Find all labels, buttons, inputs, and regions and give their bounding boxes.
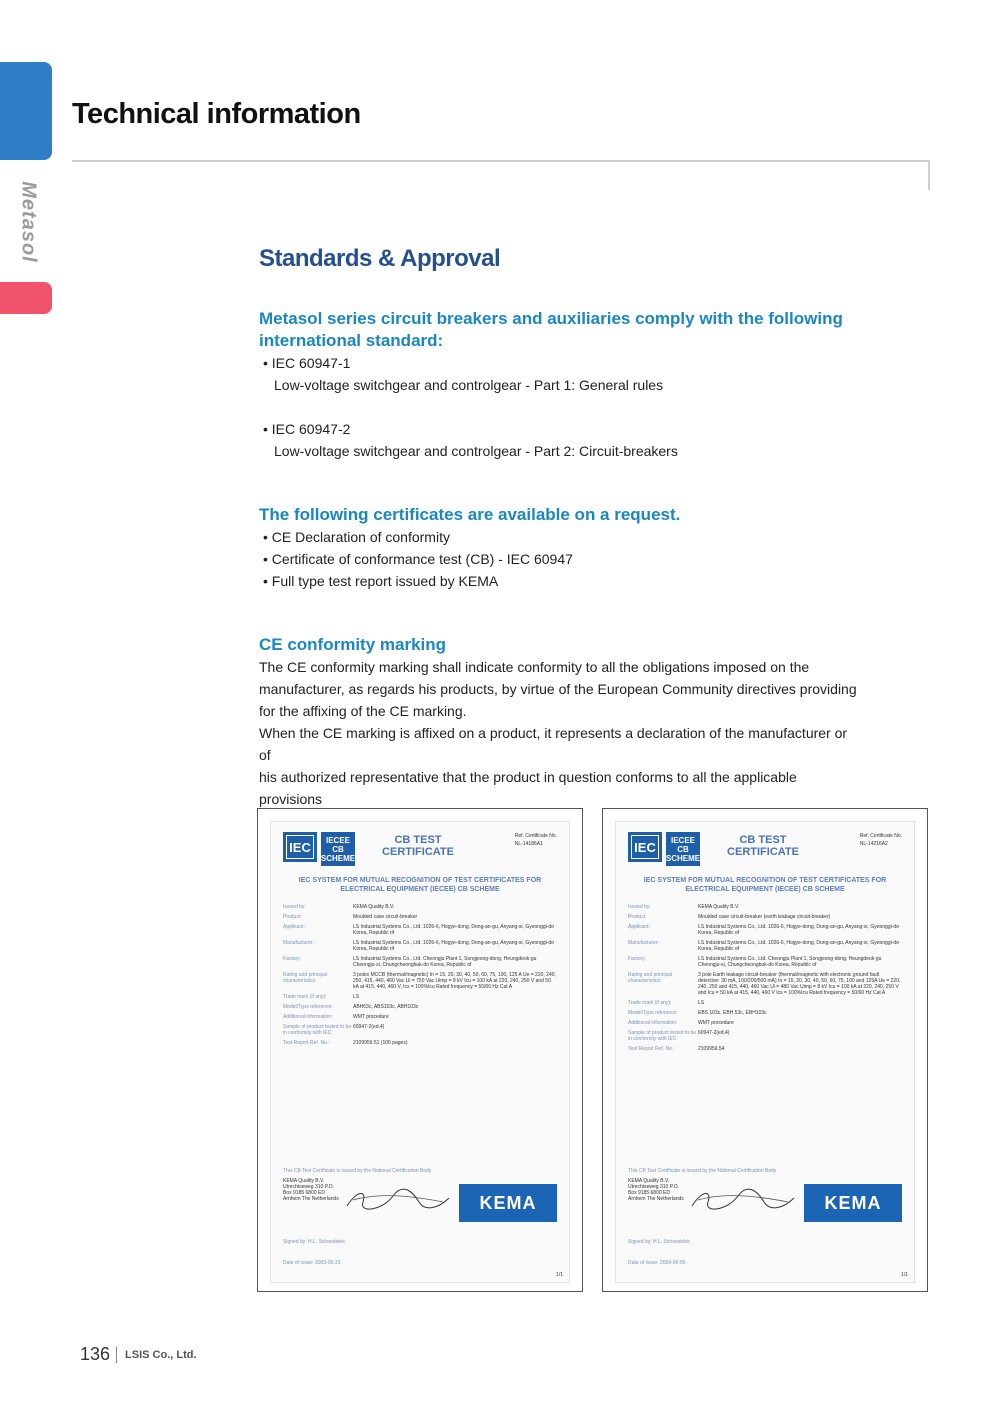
issuer-address: KEMA Quality B.V. Utrechtseweg 310 P.O. Box 9185 6800 ED Arnhem The Netherlands (283, 1178, 339, 1202)
ce-line: The CE conformity marking shall indicate conformity to all the obligations imposed on the (259, 659, 810, 675)
company-name: LSIS Co., Ltd. (125, 1348, 197, 1361)
row-value: LS (698, 1000, 705, 1006)
row-label: Applicant: (283, 924, 305, 930)
certificate-row (628, 1020, 902, 1026)
row-label: Additional information: (283, 1014, 333, 1020)
certificate-row (628, 1046, 902, 1052)
certificate-ref-number: NL-14216A2 (859, 841, 888, 847)
ce-line: When the CE marking is affixed on a product, it represents a declaration of the manufacturer or of (259, 725, 848, 763)
certificate-row (628, 1000, 902, 1006)
section-title: Standards & Approval (259, 245, 501, 272)
row-value: KEMA Quality B.V. (353, 904, 395, 910)
certificate-page: 1/1 (556, 1272, 563, 1278)
kema-logo: KEMA (804, 1184, 902, 1222)
row-value: EBS 103c, EBH 53c, EBH103c (698, 1010, 767, 1016)
row-label: Test Report Ref. No.: (628, 1046, 675, 1052)
row-label: Issued by: (628, 904, 651, 910)
standard-item (259, 352, 859, 396)
row-label: Rating and principal characteristics: (628, 972, 673, 984)
kema-logo: KEMA (459, 1184, 557, 1222)
row-value: KEMA Quality B.V. (698, 904, 740, 910)
row-value: Moulded case circuit-breaker (353, 914, 418, 920)
standard-description: Low-voltage switchgear and controlgear - Part 2: Circuit-breakers (274, 443, 678, 459)
row-label: Test Report Ref. No.: (283, 1040, 330, 1046)
row-value: LS (353, 994, 360, 1000)
certificate-row (283, 972, 557, 990)
issued-note: This CB Test Certificate is issued by the National Certification Body (628, 1168, 777, 1174)
row-value: 3 pole Earth leakage circuit-breaker (thermal/magnetic with electronic ground fault detection: 30 mA, 100/200/500 mA) In = 15, 20, 30, 40, 50, 60, 75, 100 and 125A Ue = 220, 240, 250 and 415, 440, 460 Vac Ui = 480 Vac Uimp = 8 kV Icu = 100 kA at 220, 240, 250 V and Icu = 50 kA at 415, 440, 460 V Ics = 100%Icu Rated frequency = 50/60 Hz Cat A (698, 972, 901, 996)
row-label: Trade mark (if any): (628, 1000, 672, 1006)
row-label: Model/Type reference: (283, 1004, 333, 1010)
certificate-row (283, 1024, 557, 1036)
certificate-row (283, 994, 557, 1000)
certificate-page: 1/1 (901, 1272, 908, 1278)
row-value: LS Industrial Systems Co., Ltd. Cheongju Plant 1, Songjeong-dong, Heungdeok-gu Cheongju-si, Chungcheongbuk-do Korea, Republic of (353, 956, 537, 968)
certificate-header (628, 832, 902, 866)
certificate-row (283, 914, 557, 920)
header-divider (72, 160, 930, 162)
certificate-row (628, 1010, 902, 1016)
certificate-row (628, 904, 902, 910)
row-label: Sample of product tested to be in conformity with IEC: (628, 1030, 697, 1042)
row-label: Issued by: (283, 904, 306, 910)
certificate-row (283, 1014, 557, 1020)
certificate-row (283, 1004, 557, 1010)
row-label: Product: (283, 914, 302, 920)
row-value: WMT procedure (698, 1020, 734, 1026)
row-value: 60947-2(ed.4) (353, 1024, 385, 1030)
certificate-date: Date of issue: 2009-05-21 (283, 1260, 341, 1266)
row-label: Additional information: (628, 1020, 678, 1026)
iec-logo: IEC (283, 832, 317, 862)
standards-heading-line: international standard: (259, 331, 444, 350)
row-value: ABH63c, ABS103c, ABH103c (353, 1004, 419, 1010)
row-value: 2109959.54 (698, 1046, 725, 1052)
certificate-scheme: IEC SYSTEM FOR MUTUAL RECOGNITION OF TEST CERTIFICATES FOR ELECTRICAL EQUIPMENT (IECEE) CB SCHEME (298, 877, 542, 893)
row-label: Trade mark (if any): (283, 994, 327, 1000)
ce-heading: CE conformity marking (259, 635, 447, 654)
certificate-paper (270, 821, 570, 1283)
certificate-header (283, 832, 557, 866)
iecee-logo: IECEE CB SCHEME (666, 832, 700, 866)
certificate-rows (283, 904, 557, 1046)
certificates-heading: The following certificates are available on a request. (259, 505, 681, 524)
certificate-signed: Signed by: H.L. Scheedstek (283, 1239, 345, 1245)
issued-note: This CB Test Certificate is issued by the National Certification Body (283, 1168, 432, 1174)
main-content (259, 245, 859, 832)
standard-item (259, 418, 859, 462)
certificate-item: • Certificate of conformance test (CB) - IEC 60947 (263, 551, 573, 567)
certificate-title: CB TEST CERTIFICATE (382, 834, 454, 858)
certificates-block (259, 504, 859, 592)
certificate-footer (283, 1168, 557, 1268)
signature-icon (343, 1188, 453, 1212)
row-value: LS Industrial Systems Co., Ltd. 1026-6, Hogye-dong, Dong-an-gu, Anyang-si, Gyeonggi-do Korea, Republic of (698, 940, 899, 952)
issuer-address: KEMA Quality B.V. Utrechtseweg 310 P.O. Box 9185 6800 ED Arnhem The Netherlands (628, 1178, 684, 1202)
signature-icon (688, 1188, 798, 1212)
row-value: Moulded case circuit-breaker (earth leakage circuit-breaker) (698, 914, 831, 920)
certificate-row (283, 956, 557, 968)
page-number: 136 (80, 1344, 111, 1364)
certificate-row (628, 972, 902, 996)
certificate-row (628, 940, 902, 952)
footer-divider (116, 1347, 117, 1363)
certificate-ref-number: NL-14186A1 (514, 841, 543, 847)
row-label: Product: (628, 914, 647, 920)
certificate-date: Date of issue: 2009-06-05 (628, 1260, 686, 1266)
certificate-row (283, 904, 557, 910)
certificate-row (283, 1040, 557, 1046)
certificate-row (283, 924, 557, 936)
ce-line: manufacturer, as regards his products, by virtue of the European Community directives providing (259, 681, 857, 697)
certificate-item: • Full type test report issued by KEMA (263, 573, 499, 589)
certificate-item: • CE Declaration of conformity (263, 529, 450, 545)
certificate-row (628, 914, 902, 920)
row-value: WMT procedure (353, 1014, 389, 1020)
ce-line: for the affixing of the CE marking. (259, 703, 467, 719)
iec-logo: IEC (628, 832, 662, 862)
certificate-rows (628, 904, 902, 1052)
standard-code: • IEC 60947-1 (263, 355, 351, 371)
ce-block (259, 634, 859, 832)
row-value: LS Industrial Systems Co., Ltd. Cheongju Plant 1, Songjeong-dong, Heungdeok-gu Cheongju-si, Chungcheongbuk-do Korea, Republic of (698, 956, 882, 968)
row-value: 2109959.51 (106 pages) (353, 1040, 408, 1046)
certificate-ref (860, 832, 902, 848)
row-value: LS Industrial Systems Co., Ltd. 1026-6, Hogye-dong, Dong-an-gu, Anyang-si, Gyeonggi-do Korea, Republic of (698, 924, 899, 936)
row-value: 60947-2(ed.4) (698, 1030, 730, 1036)
row-label: Factory: (283, 956, 302, 962)
certificate-row (283, 940, 557, 952)
standards-heading (259, 308, 859, 352)
side-label: Metasol (17, 181, 40, 263)
standards-block (259, 308, 859, 462)
row-label: Applicant: (628, 924, 650, 930)
row-label: Factory: (628, 956, 647, 962)
standard-description: Low-voltage switchgear and controlgear - Part 1: General rules (274, 377, 664, 393)
certificate-paper (615, 821, 915, 1283)
certificate-signed: Signed by: H.L. Scheedstek (628, 1239, 690, 1245)
row-value: 3 poles MCCB (thermal/magnetic) In = 15, 20, 30, 40, 50, 60, 75, 100, 125 A Ue = 220, 240, 250, 415, 440, 460 Vac Ui = 750 Vac Uimp = 8 kV Icu = 100 kA at 220, 240, 250 V and 50 kA at 415, 440, 460 V, Ics = 100%Icu Rated frequency = 50/60 Hz Cat A (353, 972, 556, 990)
certificate-scheme: IEC SYSTEM FOR MUTUAL RECOGNITION OF TEST CERTIFICATES FOR ELECTRICAL EQUIPMENT (IECEE) CB SCHEME (643, 877, 887, 893)
row-label: Manufacturer: (628, 940, 659, 946)
certificate-image-2 (602, 808, 928, 1292)
page-footer (80, 1344, 197, 1365)
row-value: LS Industrial Systems Co., Ltd. 1026-6, Hogye-dong, Dong-an-gu, Anyang-si, Gyeonggi-do Korea, Republic of (353, 924, 554, 936)
section-tab-blue (0, 62, 52, 160)
certificate-row (628, 924, 902, 936)
row-label: Sample of product tested to be in conformity with IEC: (283, 1024, 352, 1036)
ce-line: his authorized representative that the product in question conforms to all the applicable provisions (259, 769, 797, 807)
header-divider-tick (928, 160, 930, 190)
iecee-logo: IECEE CB SCHEME (321, 832, 355, 866)
certificate-row (628, 956, 902, 968)
certificate-image-1 (257, 808, 583, 1292)
row-value: LS Industrial Systems Co., Ltd. 1026-6, Hogye-dong, Dong-an-gu, Anyang-si, Gyeonggi-do Korea, Republic of (353, 940, 554, 952)
row-label: Model/Type reference: (628, 1010, 678, 1016)
certificate-title: CB TEST CERTIFICATE (727, 834, 799, 858)
certificate-ref-label: Ref. Certificate No. (859, 833, 902, 839)
row-label: Manufacturer: (283, 940, 314, 946)
standards-heading-line: Metasol series circuit breakers and auxiliaries comply with the following (259, 309, 843, 328)
certificate-ref-label: Ref. Certificate No. (514, 833, 557, 839)
section-tab-red (0, 282, 52, 314)
standard-code: • IEC 60947-2 (263, 421, 351, 437)
page-title: Technical information (72, 98, 361, 130)
certificate-footer (628, 1168, 902, 1268)
certificate-row (628, 1030, 902, 1042)
certificate-ref (515, 832, 557, 848)
row-label: Rating and principal characteristics: (283, 972, 328, 984)
